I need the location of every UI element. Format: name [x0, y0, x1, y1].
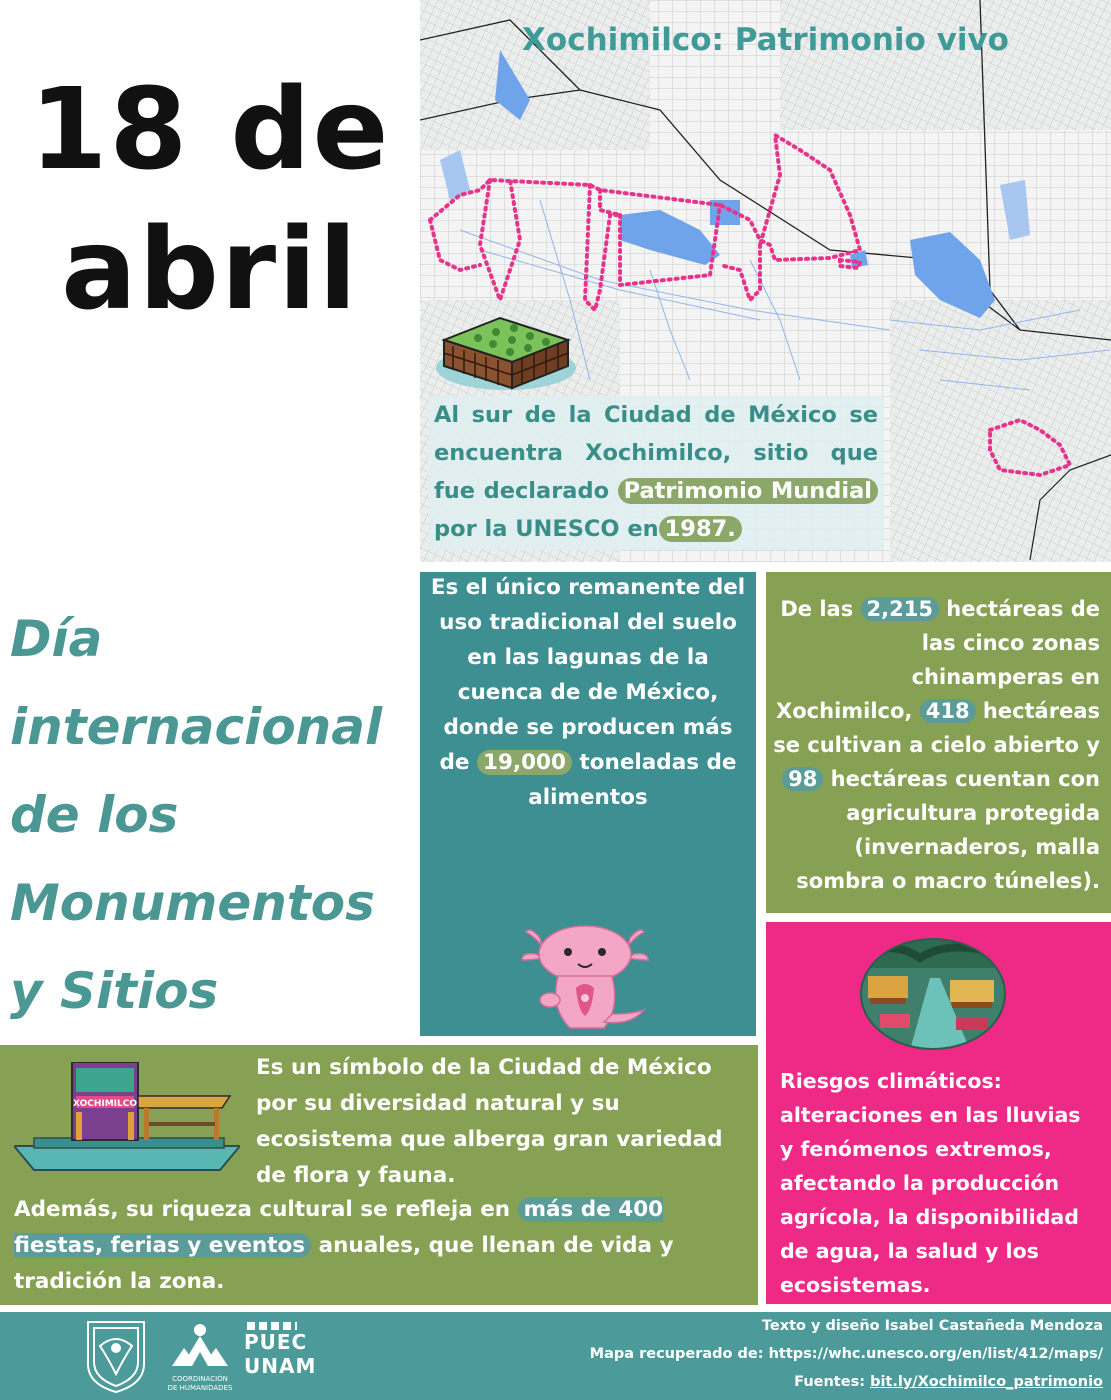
- axolotl-icon: [520, 918, 650, 1036]
- footer-credits: [403, 1312, 1103, 1396]
- credit-map-url[interactable]: https://whc.unesco.org/en/list/412/maps/: [768, 1346, 1103, 1362]
- credit-sources-link[interactable]: bit.ly/Xochimilco_patrimonio: [870, 1374, 1103, 1390]
- canal-scene-icon: [860, 938, 1006, 1050]
- green-info-text: [770, 592, 1100, 898]
- day-title-line5: y Sitios: [10, 962, 219, 1020]
- date-line1: 18 de: [29, 65, 391, 195]
- credit-author: Texto y diseño Isabel Castañeda Mendoza: [761, 1318, 1103, 1334]
- day-title-line3: de los: [10, 786, 179, 844]
- coordinacion-humanidades-logo: [160, 1322, 240, 1372]
- credit-map: [403, 1340, 1103, 1368]
- credit-sources-label: Fuentes:: [794, 1374, 865, 1390]
- bottom-highlight-festivals: más de 400 fiestas, ferias y eventos: [14, 1197, 664, 1258]
- unam-seal-logo: [80, 1318, 152, 1394]
- coordinacion-logo-text: [160, 1375, 240, 1393]
- day-title-line1: Día: [10, 610, 103, 668]
- teal-part2: toneladas de alimentos: [528, 750, 737, 810]
- date-line2: abril: [61, 205, 359, 335]
- green-part4: hectáreas cuentan con agricultura protegida (invernaderos, malla sombra o macro túneles).: [796, 767, 1100, 893]
- teal-highlight-tonnes: 19,000: [477, 750, 572, 775]
- teal-info-text: [430, 570, 746, 815]
- map-title: Xochimilco: Patrimonio vivo: [522, 22, 1009, 58]
- day-title-line4: Monumentos: [10, 874, 375, 932]
- bottom-info-text-symbol: Es un símbolo de la Ciudad de México por su diversidad natural y su ecosistema que alberga gran variedad de flora y fauna.: [256, 1055, 723, 1188]
- intro-part1: Al sur de la Ciudad de México se encuentra Xochimilco, sitio que fue declarado: [434, 402, 878, 504]
- credit-sources: [403, 1368, 1103, 1396]
- intro-text: [428, 396, 884, 550]
- trajinera-icon: [14, 1062, 240, 1174]
- teal-part1: Es el único remanente del uso tradicional del suelo en las lagunas de la cuenca de de México, donde se producen más de: [430, 575, 746, 775]
- pink-risk-text: Riesgos climáticos: alteraciones en las lluvias y fenómenos extremos, afectando la producción agrícola, la disponibilidad de agua, la salud y los ecosistemas.: [780, 1069, 1081, 1297]
- bottom-part2: anuales, que llenan de vida y tradición la zona.: [14, 1233, 674, 1294]
- intro-part2: por la UNESCO en: [434, 516, 659, 542]
- trajinera-sign: XOCHIMILCO: [72, 1099, 138, 1109]
- green-highlight-total: 2,215: [861, 597, 939, 621]
- puec-text: PUEC: [244, 1330, 308, 1354]
- unam-text: UNAM: [244, 1354, 317, 1378]
- coordinacion-line2: DE HUMANIDADES: [167, 1384, 233, 1392]
- coordinacion-line1: COORDINACIÓN: [172, 1375, 228, 1383]
- bottom-info-text-culture: [14, 1192, 754, 1300]
- date-title: [0, 60, 420, 340]
- intro-highlight-heritage: Patrimonio Mundial: [618, 478, 878, 504]
- day-title: [10, 595, 415, 1035]
- day-title-line2: internacional: [10, 698, 383, 756]
- green-part3: hectáreas se cultivan a cielo abierto y: [773, 699, 1100, 757]
- green-part2: hectáreas de las cinco zonas chinamperas en Xochimilco,: [776, 597, 1100, 723]
- credit-map-label: Mapa recuperado de:: [589, 1346, 764, 1362]
- green-part1: De las: [780, 597, 854, 621]
- puec-unam-logo: [244, 1322, 317, 1378]
- green-highlight-protected: 98: [782, 767, 823, 791]
- green-highlight-open: 418: [920, 699, 976, 723]
- bottom-part1: Además, su riqueza cultural se refleja en: [14, 1197, 511, 1222]
- intro-highlight-year: 1987.: [659, 516, 742, 542]
